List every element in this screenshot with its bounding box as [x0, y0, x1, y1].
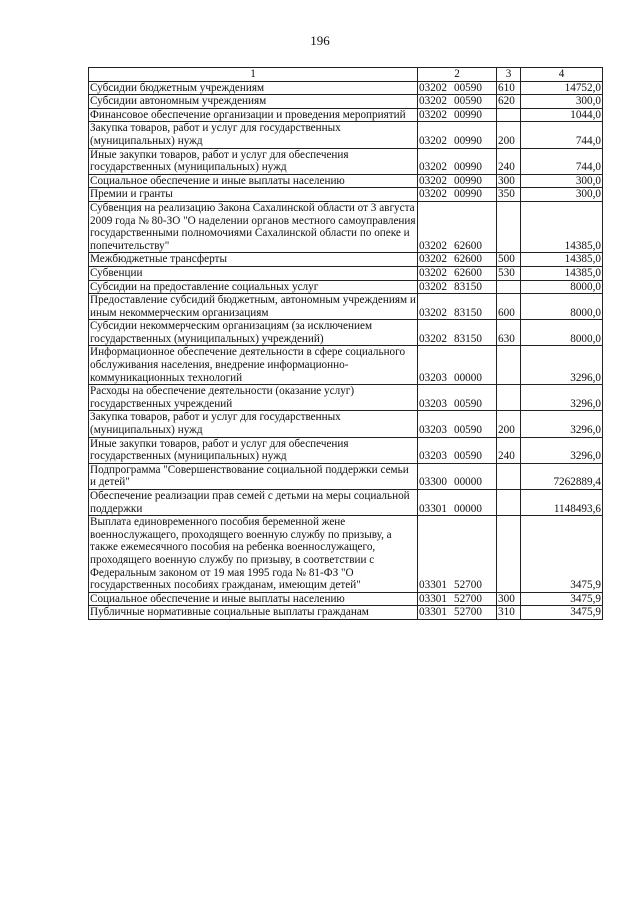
item-name: Социальное обеспечение и иные выплаты населению	[89, 174, 418, 188]
direction-code: 00000	[453, 502, 482, 515]
table-row	[89, 592, 603, 606]
table-body	[89, 81, 603, 619]
direction-code: 00590	[453, 424, 482, 437]
item-name: Выплата единовременного пособия беременной жене военнослужащего, проходящего военную службу по призыву, а также ежемесячного пособия на ребенка военнослужащего, проходящего военную службу по призыву, в соответствии с Федеральным законом от 19 мая 1995 года № 81-ФЗ "О государственных пособиях гражданам, имеющим детей"	[89, 516, 418, 593]
table-row	[89, 606, 603, 620]
item-sum: 744,0	[521, 148, 603, 174]
item-code	[418, 148, 497, 174]
item-name: Межбюджетные трансферты	[89, 253, 418, 267]
direction-code: 83150	[453, 306, 482, 319]
direction-code: 00990	[453, 188, 482, 201]
expense-type-code	[497, 490, 521, 516]
item-code	[418, 108, 497, 122]
item-sum: 3296,0	[521, 437, 603, 463]
direction-code: 52700	[453, 592, 482, 605]
item-code	[418, 437, 497, 463]
table-header-row	[89, 68, 603, 82]
expense-type-code: 600	[497, 294, 521, 320]
program-code: 03202	[419, 81, 447, 94]
expense-type-code	[497, 463, 521, 489]
expense-type-code: 630	[497, 320, 521, 346]
item-sum: 3475,9	[521, 516, 603, 593]
expense-type-code	[497, 385, 521, 411]
item-code	[418, 294, 497, 320]
table-row	[89, 320, 603, 346]
program-code: 03202	[419, 174, 447, 187]
table-row	[89, 148, 603, 174]
program-code: 03202	[419, 280, 447, 293]
table-row	[89, 385, 603, 411]
program-code: 03203	[419, 424, 447, 437]
table-row	[89, 516, 603, 593]
item-sum: 8000,0	[521, 280, 603, 294]
program-code: 03202	[419, 188, 447, 201]
table-row	[89, 346, 603, 385]
direction-code: 00990	[453, 161, 482, 174]
table-row	[89, 188, 603, 202]
expense-type-code	[497, 516, 521, 593]
item-sum: 14385,0	[521, 266, 603, 280]
item-code	[418, 385, 497, 411]
direction-code: 52700	[453, 606, 482, 619]
table-row	[89, 280, 603, 294]
table-row	[89, 253, 603, 267]
item-code	[418, 122, 497, 148]
page-number: 196	[310, 33, 330, 48]
direction-code: 83150	[453, 332, 482, 345]
expense-type-code	[497, 280, 521, 294]
table-row	[89, 463, 603, 489]
item-sum: 300,0	[521, 95, 603, 109]
header-col-4: 4	[521, 68, 603, 82]
item-code	[418, 346, 497, 385]
program-code: 03301	[419, 592, 447, 605]
program-code: 03203	[419, 397, 447, 410]
direction-code: 62600	[453, 239, 482, 252]
program-code: 03202	[419, 95, 447, 108]
item-name: Субсидии бюджетным учреждениям	[89, 81, 418, 95]
direction-code: 00000	[453, 476, 482, 489]
item-name: Закупка товаров, работ и услуг для государственных (муниципальных) нужд	[89, 122, 418, 148]
direction-code: 00590	[453, 95, 482, 108]
expense-type-code: 300	[497, 592, 521, 606]
table-row	[89, 411, 603, 437]
item-sum: 300,0	[521, 174, 603, 188]
item-sum: 3296,0	[521, 411, 603, 437]
item-name: Публичные нормативные социальные выплаты гражданам	[89, 606, 418, 620]
header-col-1: 1	[89, 68, 418, 82]
program-code: 03202	[419, 266, 447, 279]
program-code: 03202	[419, 108, 447, 121]
item-sum: 3475,9	[521, 606, 603, 620]
table-row	[89, 108, 603, 122]
item-sum: 14385,0	[521, 201, 603, 252]
item-code	[418, 592, 497, 606]
program-code: 03300	[419, 476, 447, 489]
direction-code: 52700	[453, 579, 482, 592]
direction-code: 00590	[453, 81, 482, 94]
table-row	[89, 294, 603, 320]
item-name: Иные закупки товаров, работ и услуг для обеспечения государственных (муниципальных) нужд	[89, 437, 418, 463]
item-sum: 300,0	[521, 188, 603, 202]
program-code: 03202	[419, 161, 447, 174]
table-row	[89, 266, 603, 280]
budget-table	[88, 67, 603, 620]
item-sum: 8000,0	[521, 294, 603, 320]
item-name: Субсидии некоммерческим организациям (за исключением государственных (муниципальных) учреждений)	[89, 320, 418, 346]
item-code	[418, 95, 497, 109]
table-row	[89, 490, 603, 516]
expense-type-code: 310	[497, 606, 521, 620]
header-col-3: 3	[497, 68, 521, 82]
table-row	[89, 95, 603, 109]
item-name: Субсидии автономным учреждениям	[89, 95, 418, 109]
item-code	[418, 320, 497, 346]
item-name: Информационное обеспечение деятельности в сфере социального обслуживания населения, внедрение информационно-коммуникационных технологий	[89, 346, 418, 385]
program-code: 03301	[419, 579, 447, 592]
item-name: Подпрограмма "Совершенствование социальной поддержки семьи и детей"	[89, 463, 418, 489]
item-code	[418, 253, 497, 267]
item-name: Расходы на обеспечение деятельности (оказание услуг) государственных учреждений	[89, 385, 418, 411]
expense-type-code	[497, 346, 521, 385]
item-name: Предоставление субсидий бюджетным, автономным учреждениям и иным некоммерческим организациям	[90, 294, 416, 319]
expense-type-code: 300	[497, 174, 521, 188]
expense-type-code: 350	[497, 188, 521, 202]
item-code	[418, 81, 497, 95]
program-code: 03202	[419, 332, 447, 345]
item-code	[418, 516, 497, 593]
item-sum: 8000,0	[521, 320, 603, 346]
program-code: 03202	[419, 239, 447, 252]
item-code	[418, 201, 497, 252]
direction-code: 00000	[453, 371, 482, 384]
expense-type-code: 620	[497, 95, 521, 109]
item-code	[418, 280, 497, 294]
item-name: Обеспечение реализации прав семей с детьми на меры социальной поддержки	[89, 490, 418, 516]
direction-code: 83150	[453, 280, 482, 293]
item-sum: 744,0	[521, 122, 603, 148]
direction-code: 62600	[453, 266, 482, 279]
program-code: 03202	[419, 253, 447, 266]
expense-type-code: 200	[497, 411, 521, 437]
program-code: 03203	[419, 450, 447, 463]
item-sum: 3475,9	[521, 592, 603, 606]
program-code: 03202	[419, 306, 447, 319]
item-name: Субвенция на реализацию Закона Сахалинской области от 3 августа 2009 года № 80-ЗО "О наделении органов местного самоуправления государственными полномочиями Сахалинской области по опеке и попечительству"	[90, 201, 416, 252]
table-row	[89, 81, 603, 95]
item-sum: 7262889,4	[521, 463, 603, 489]
header-col-2: 2	[418, 68, 497, 82]
table-row	[89, 201, 603, 252]
item-sum: 14385,0	[521, 253, 603, 267]
item-name: Иные закупки товаров, работ и услуг для обеспечения государственных (муниципальных) нужд	[89, 148, 418, 174]
item-sum: 1148493,6	[521, 490, 603, 516]
item-name: Субсидии на предоставление социальных услуг	[89, 280, 418, 294]
direction-code: 00990	[453, 174, 482, 187]
item-code	[418, 463, 497, 489]
item-sum: 14752,0	[521, 81, 603, 95]
program-code: 03202	[419, 134, 447, 147]
direction-code: 00990	[453, 108, 482, 121]
table-row	[89, 437, 603, 463]
expense-type-code: 610	[497, 81, 521, 95]
item-name: Субвенции	[89, 266, 418, 280]
item-name: Закупка товаров, работ и услуг для государственных (муниципальных) нужд	[89, 411, 418, 437]
expense-type-code: 200	[497, 122, 521, 148]
item-code	[418, 266, 497, 280]
item-name: Премии и гранты	[89, 188, 418, 202]
expense-type-code	[497, 201, 521, 252]
item-code	[418, 411, 497, 437]
table-row	[89, 122, 603, 148]
direction-code: 00590	[453, 450, 482, 463]
item-sum: 3296,0	[521, 385, 603, 411]
expense-type-code: 240	[497, 437, 521, 463]
expense-type-code: 500	[497, 253, 521, 267]
item-code	[418, 606, 497, 620]
program-code: 03301	[419, 606, 447, 619]
item-name: Социальное обеспечение и иные выплаты населению	[89, 592, 418, 606]
program-code: 03203	[419, 371, 447, 384]
direction-code: 00590	[453, 397, 482, 410]
item-code	[418, 174, 497, 188]
direction-code: 62600	[453, 253, 482, 266]
direction-code: 00990	[453, 134, 482, 147]
table-row	[89, 174, 603, 188]
item-sum: 1044,0	[521, 108, 603, 122]
expense-type-code	[497, 108, 521, 122]
item-sum: 3296,0	[521, 346, 603, 385]
expense-type-code: 240	[497, 148, 521, 174]
expense-type-code: 530	[497, 266, 521, 280]
program-code: 03301	[419, 502, 447, 515]
item-code	[418, 188, 497, 202]
item-code	[418, 490, 497, 516]
item-name: Финансовое обеспечение организации и проведения мероприятий	[89, 108, 418, 122]
